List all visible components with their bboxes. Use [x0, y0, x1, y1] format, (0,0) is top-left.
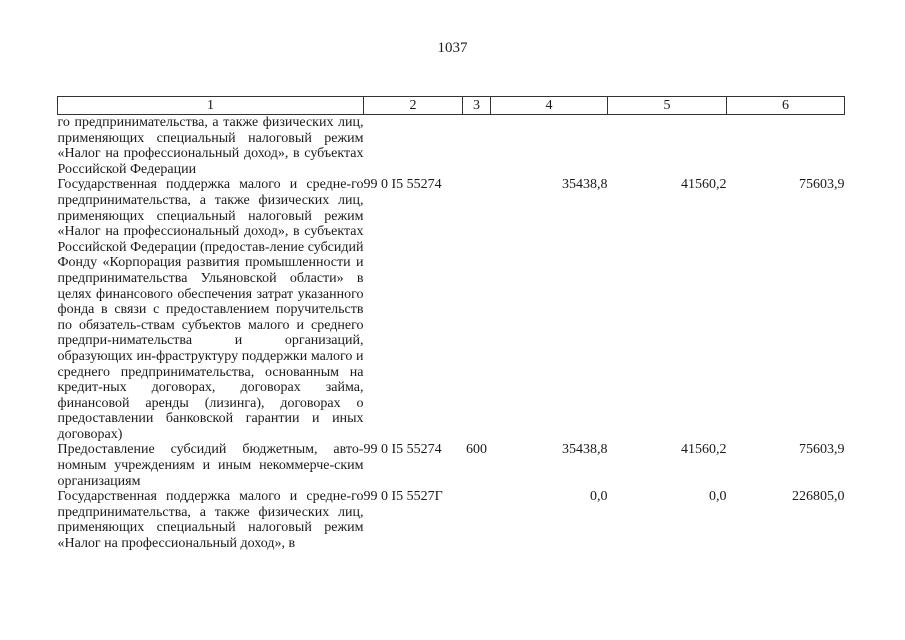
header-col-4: 4 — [491, 97, 608, 115]
header-col-6: 6 — [727, 97, 845, 115]
budget-table — [57, 96, 845, 552]
row-value-col4: 0,0 — [590, 489, 608, 505]
header-col-5: 5 — [608, 97, 727, 115]
table-row — [58, 177, 845, 442]
row-code — [364, 115, 463, 178]
row-expense-type — [463, 489, 491, 551]
row-code: 99 0 I5 5527Г — [363, 489, 443, 505]
row-value-col4: 35438,8 — [562, 177, 608, 193]
row-value-col5 — [608, 115, 727, 178]
row-name: Предоставление субсидий бюджетным, авто-номным учреждениям и иным некоммерче-ским организациям — [57, 442, 364, 489]
row-value-col5: 0,0 — [709, 489, 727, 505]
row-value-col6 — [727, 115, 845, 178]
row-name: Государственная поддержка малого и средне-го предпринимательства, а также физических лиц, применяющих специальный налоговый режим «Налог на профессиональный доход», в — [57, 489, 364, 552]
row-value-col4 — [491, 115, 608, 178]
header-col-2: 2 — [364, 97, 463, 115]
row-code: 99 0 I5 55274 — [363, 177, 442, 193]
page-number: 1037 — [437, 40, 468, 56]
header-col-3: 3 — [463, 97, 491, 115]
row-value-col6: 75603,9 — [799, 177, 845, 193]
row-value-col6: 226805,0 — [792, 489, 845, 505]
table-row — [58, 115, 845, 178]
row-value-col5: 41560,2 — [681, 177, 727, 193]
row-value-col4: 35438,8 — [562, 442, 608, 458]
header-col-1: 1 — [58, 97, 364, 115]
row-value-col6: 75603,9 — [799, 442, 845, 458]
row-expense-type: 600 — [466, 442, 487, 458]
row-expense-type — [463, 177, 491, 442]
row-expense-type — [463, 115, 491, 178]
table-row — [58, 442, 845, 489]
row-code: 99 0 I5 55274 — [363, 442, 442, 458]
header-row — [58, 97, 845, 115]
table-row — [58, 489, 845, 551]
row-name: Государственная поддержка малого и средне-го предпринимательства, а также физических лиц, применяющих специальный налоговый режим «Налог на профессиональный доход», в субъектах Российской Федерации (предостав-ление субсидий Фонду «Корпорация развития промышленности и предпринимательства Ульяновской области» в целях финансового обеспечения затрат указанного фонда в связи с предоставлением поручительств по обязатель-ствам субъектов малого и среднего предпри-нимательства и организаций, образующих ин-фраструктуру поддержки малого и среднего предпринимательства, основанным на кредит-ных договорах, договорах займа, финансовой аренды (лизинга), договорах о предоставлении банковской гарантии и иных договорах) — [57, 177, 364, 442]
row-name: го предпринимательства, а также физических лиц, применяющих специальный налоговый режим «Налог на профессиональный доход», в субъектах Российской Федерации — [57, 115, 364, 177]
row-value-col5: 41560,2 — [681, 442, 727, 458]
